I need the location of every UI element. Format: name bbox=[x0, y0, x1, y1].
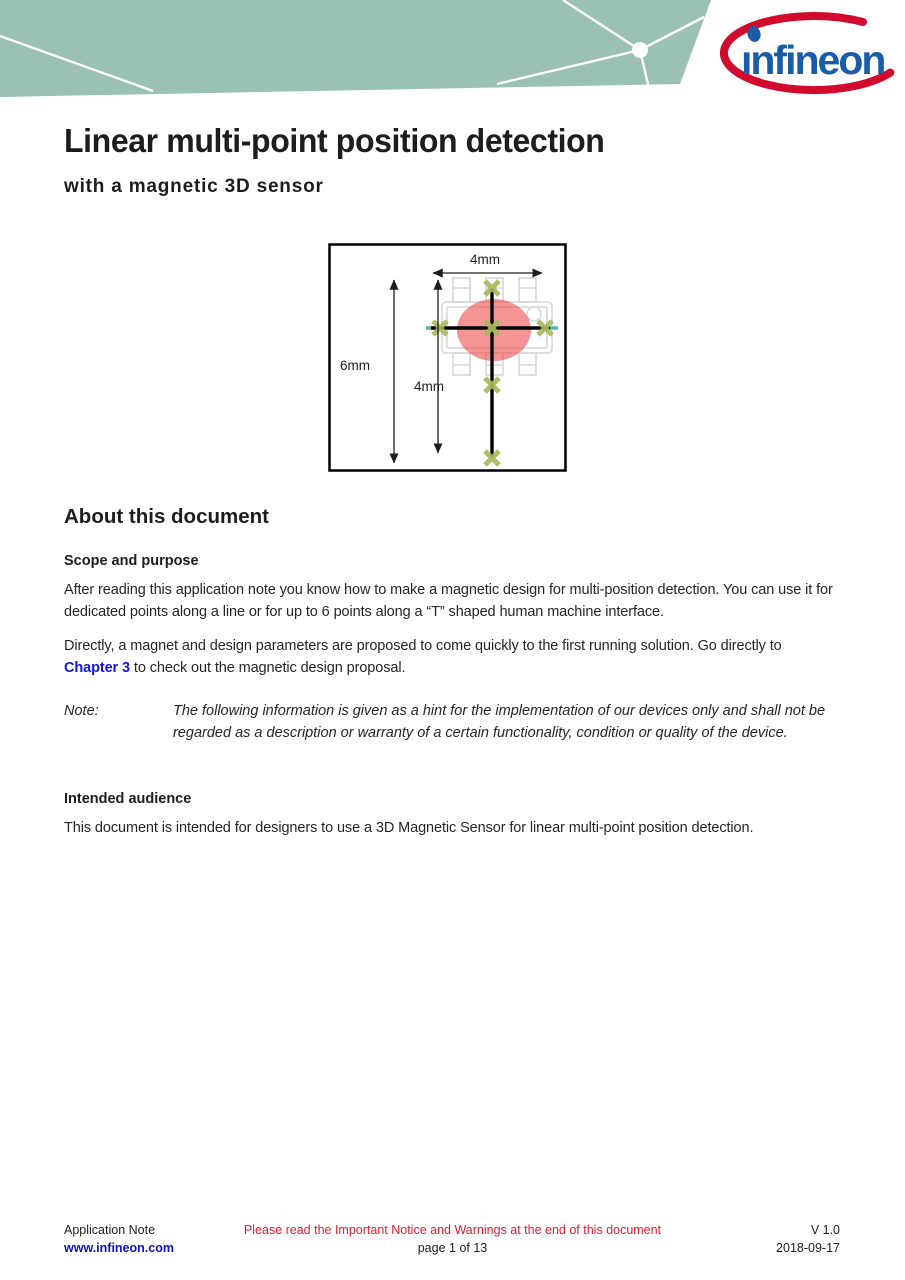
scope-heading: Scope and purpose bbox=[64, 553, 199, 569]
footer-notice: Please read the Important Notice and Warnings at the end of this document bbox=[243, 1223, 662, 1237]
scope-paragraph-2-post: to check out the magnetic design proposal. bbox=[129, 659, 406, 676]
footer-right bbox=[776, 1222, 840, 1257]
logo-text: ınfineon bbox=[741, 37, 885, 83]
note-label: Note: bbox=[64, 703, 99, 719]
scope-paragraph-2 bbox=[64, 636, 838, 679]
figure-position-diagram bbox=[328, 243, 568, 473]
audience-heading: Intended audience bbox=[64, 791, 192, 807]
about-heading: About this document bbox=[64, 505, 269, 528]
chapter-3-link[interactable]: Chapter 3 bbox=[64, 659, 130, 676]
infineon-logo bbox=[714, 8, 905, 98]
audience-paragraph: This document is intended for designers to use a 3D Magnetic Sensor for linear multi-point position detection. bbox=[64, 820, 754, 836]
footer-page-number: page 1 of 13 bbox=[417, 1240, 488, 1255]
note-text: The following information is given as a hint for the implementation of our devices only and shall not be regarded as a description or warranty of a certain functionality, condition or quality of the device. bbox=[173, 703, 826, 741]
footer-website-link[interactable]: www.infineon.com bbox=[64, 1240, 174, 1255]
footer-center bbox=[0, 1222, 905, 1257]
footer-version: V 1.0 bbox=[810, 1223, 840, 1237]
dim-label-height-inner: 4mm bbox=[414, 379, 444, 394]
page-subtitle: with a magnetic 3D sensor bbox=[64, 176, 324, 197]
network-node-dot bbox=[632, 42, 648, 58]
scope-paragraph-2-pre: Directly, a magnet and design parameters are proposed to come quickly to the first running solution. Go directly to bbox=[64, 638, 782, 654]
page-title: Linear multi-point position detection bbox=[64, 122, 605, 159]
footer-date: 2018-09-17 bbox=[776, 1240, 840, 1255]
scope-paragraph-1: After reading this application note you know how to make a magnetic design for multi-position detection. You can use it for dedicated points along a line or for up to 6 points along a “T” shaped human machine interface. bbox=[64, 582, 833, 620]
dim-label-width: 4mm bbox=[470, 252, 500, 267]
dim-label-height-outer: 6mm bbox=[340, 358, 370, 373]
banner-shape bbox=[0, 0, 711, 97]
footer-doc-type: Application Note bbox=[64, 1223, 156, 1237]
note-block bbox=[64, 701, 840, 744]
